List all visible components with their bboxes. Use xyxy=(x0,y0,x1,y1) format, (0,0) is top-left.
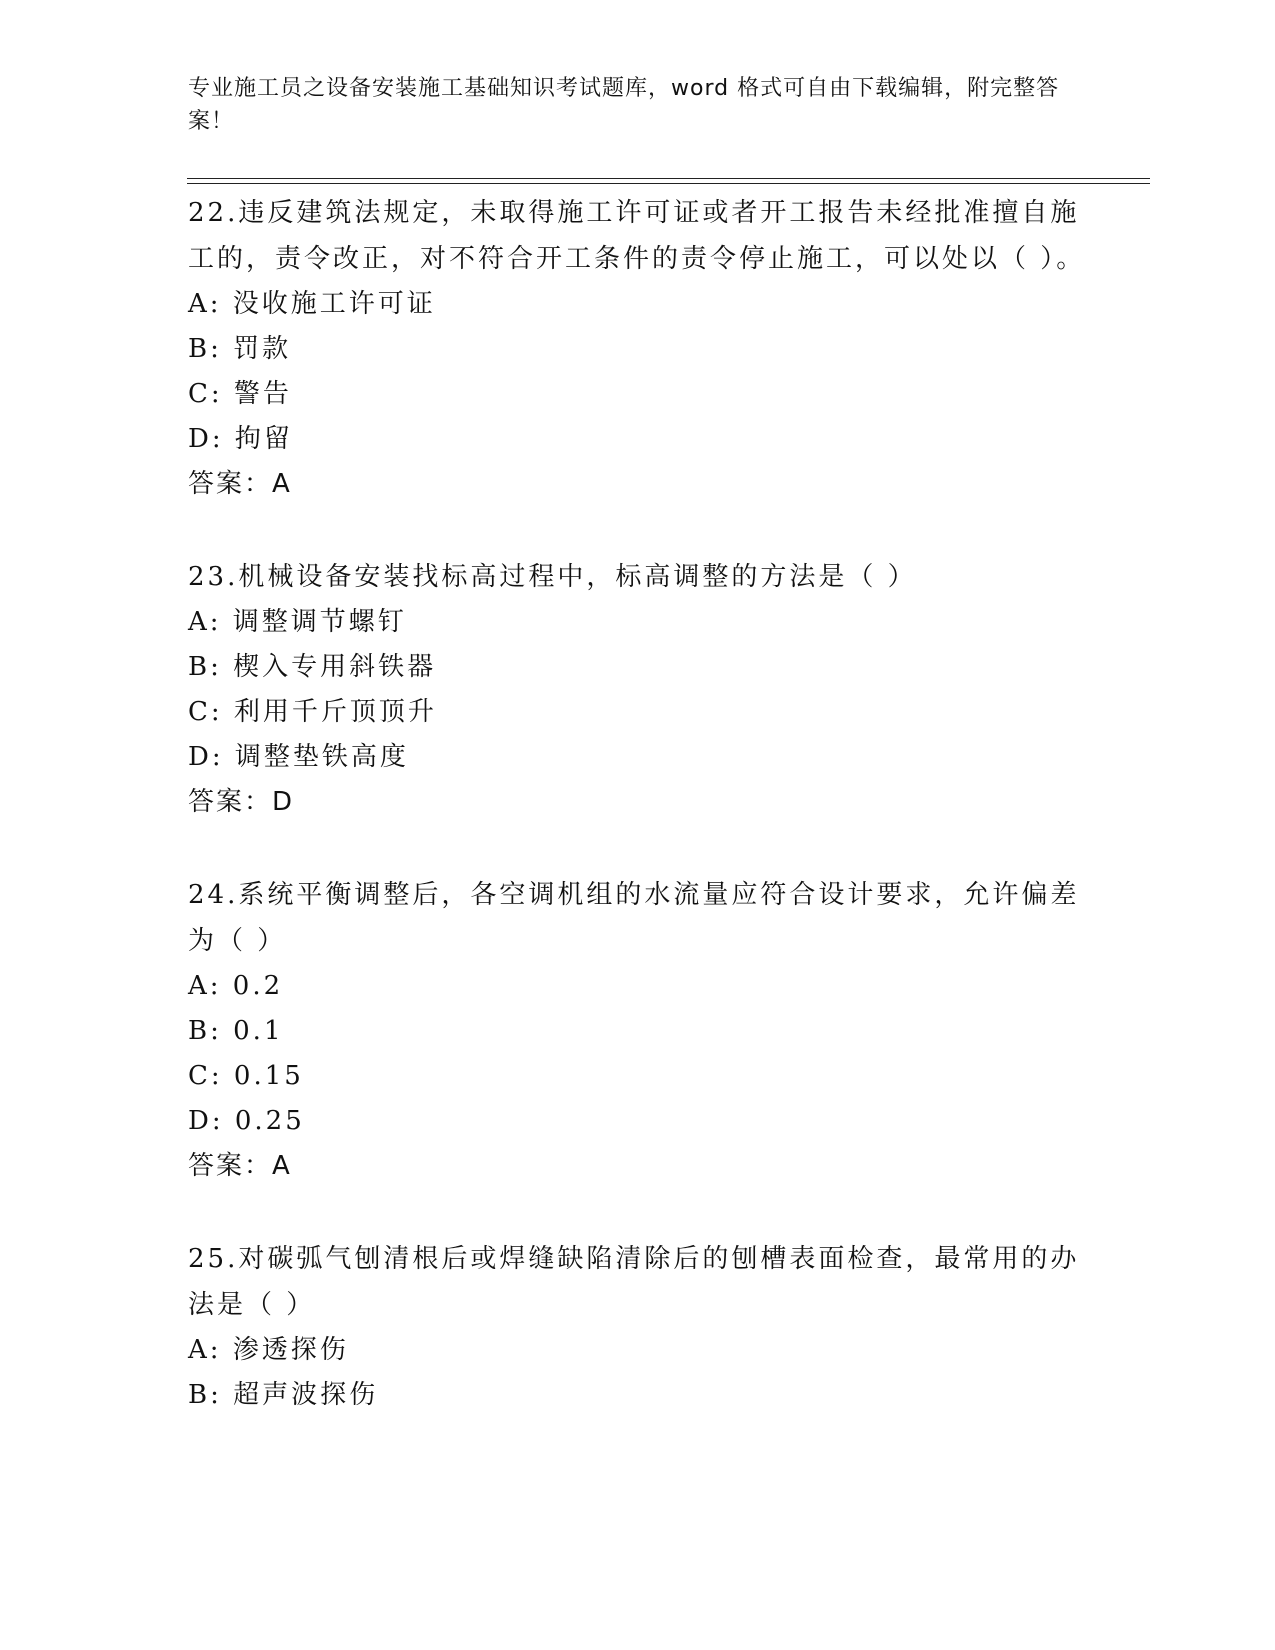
question-23 xyxy=(188,552,1088,825)
answer-line: 答案：D xyxy=(188,787,295,817)
answer-line: 答案：A xyxy=(188,1151,292,1181)
question-stem: 25.对碳弧气刨清根后或焊缝缺陷清除后的刨槽表面检查，最常用的办法是（ ） xyxy=(188,1244,1080,1320)
document-header: 专业施工员之设备安装施工基础知识考试题库，word 格式可自由下载编辑，附完整答案！ xyxy=(188,76,1060,134)
answer-line: 答案：A xyxy=(188,469,292,499)
question-22 xyxy=(188,188,1088,507)
option-a: A: 调整调节螺钉 xyxy=(188,607,407,637)
option-c: C: 利用千斤顶顶升 xyxy=(188,697,437,727)
option-b: B: 罚款 xyxy=(188,334,292,364)
option-d: D: 调整垫铁高度 xyxy=(188,742,409,772)
question-stem: 23.机械设备安装找标高过程中，标高调整的方法是（ ） xyxy=(188,562,917,592)
option-d: D: 拘留 xyxy=(188,424,293,454)
option-b: B: 楔入专用斜铁器 xyxy=(188,652,437,682)
option-a: A: 没收施工许可证 xyxy=(188,289,436,319)
question-25 xyxy=(188,1234,1088,1418)
question-stem: 22.违反建筑法规定，未取得施工许可证或者开工报告未经批准擅自施工的，责令改正，对不符合开工条件的责令停止施工，可以处以（ ）。 xyxy=(188,198,1086,274)
header-divider-top xyxy=(187,178,1150,179)
option-c: C: 警告 xyxy=(188,379,292,409)
question-24 xyxy=(188,870,1088,1189)
question-stem: 24.系统平衡调整后，各空调机组的水流量应符合设计要求，允许偏差为（ ） xyxy=(188,880,1080,956)
option-a: A: 0.2 xyxy=(188,971,284,1001)
option-b: B: 超声波探伤 xyxy=(188,1380,379,1410)
question-list xyxy=(188,188,1088,1463)
header-divider-bottom xyxy=(187,183,1150,184)
option-d: D: 0.25 xyxy=(188,1106,305,1136)
option-c: C: 0.15 xyxy=(188,1061,304,1091)
option-a: A: 渗透探伤 xyxy=(188,1335,349,1365)
option-b: B: 0.1 xyxy=(188,1016,284,1046)
